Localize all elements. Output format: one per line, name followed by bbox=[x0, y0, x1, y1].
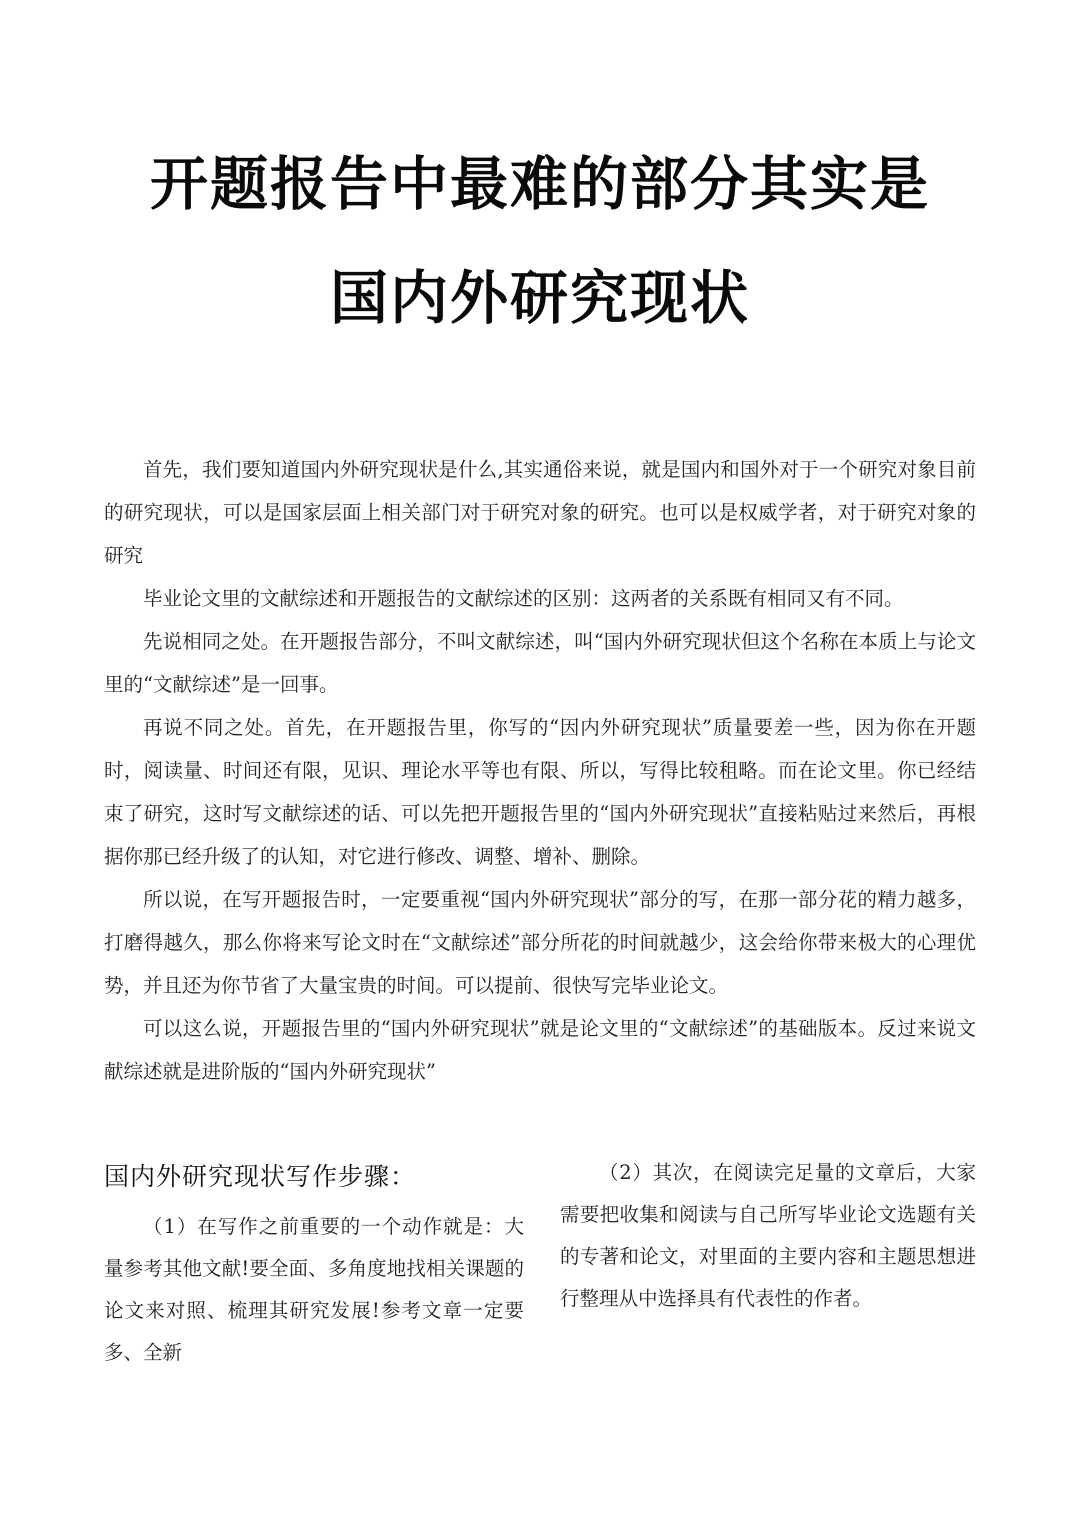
steps-left-column bbox=[104, 1152, 524, 1374]
body-text bbox=[104, 448, 976, 1093]
paragraph-conclusion: 可以这么说，开题报告里的“国内外研究现状”就是论文里的“文献综述”的基础版本。反过来说文献综述就是进阶版的“国内外研究现状” bbox=[104, 1017, 976, 1083]
steps-right-column bbox=[560, 1152, 976, 1320]
page-title-line-2: 国内外研究现状 bbox=[329, 264, 750, 332]
paragraph-importance: 所以说，在写开题报告时，一定要重视“国内外研究现状”部分的写，在那一部分花的精力越多，打磨得越久，那么你将来写论文时在“文献综述”部分所花的时间就越少，这会给你带来极大的心理优势，并且还为你节省了大量宝贵的时间。可以提前、很快写完毕业论文。 bbox=[104, 888, 976, 997]
page-title-line-1: 开题报告中最难的部分其实是 bbox=[149, 150, 930, 218]
paragraph-definition: 首先，我们要知道国内外研究现状是什么,其实通俗来说，就是国内和国外对于一个研究对象目前的研究现状，可以是国家层面上相关部门对于研究对象的研究。也可以是权威学者，对于研究对象的研究 bbox=[104, 458, 976, 567]
paragraph-difference-intro: 毕业论文里的文献综述和开题报告的文献综述的区别：这两者的关系既有相同又有不同。 bbox=[143, 587, 904, 610]
steps-heading: 国内外研究现状写作步骤： bbox=[104, 1162, 417, 1191]
step-2-text: （2）其次，在阅读完足量的文章后，大家需要把收集和阅读与自己所写毕业论文选题有关的专著和论文，对里面的主要内容和主题思想进行整理从中选择具有代表性的作者。 bbox=[560, 1161, 976, 1310]
paragraph-similarities: 先说相同之处。在开题报告部分，不叫文献综述，叫“国内外研究现状但这个名称在本质上与论文里的“文献综述”是一回事。 bbox=[104, 630, 976, 696]
step-1-text: （1）在写作之前重要的一个动作就是：大量参考其他文献!要全面、多角度地找相关课题的论文来对照、梳理其研究发展!参考文章一定要多、全新 bbox=[104, 1215, 524, 1364]
paragraph-differences: 再说不同之处。首先，在开题报告里，你写的“因内外研究现状”质量要差一些，因为你在开题时，阅读量、时间还有限，见识、理论水平等也有限、所以，写得比较租略。而在论文里。你已经结束了研究，这时写文献综述的话、可以先把开题报告里的“国内外研究现状”直接粘贴过来然后，再根据你那已经升级了的认知，对它进行修改、调整、增补、删除。 bbox=[104, 716, 976, 868]
